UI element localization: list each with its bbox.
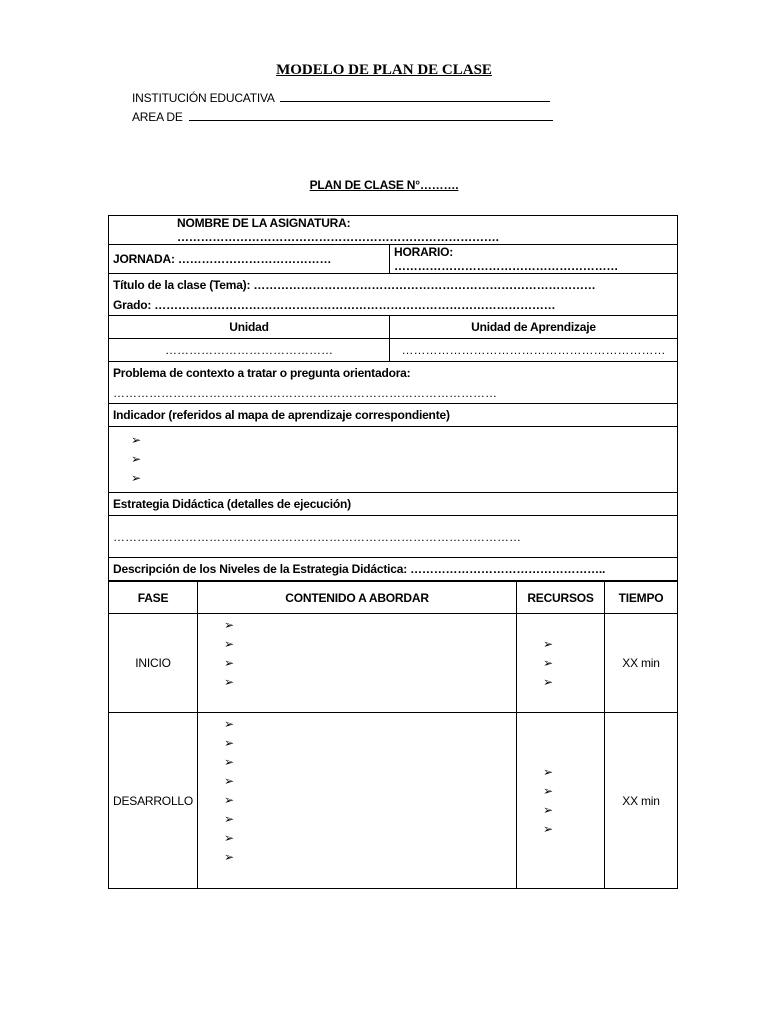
estrategia-value: ………………………………………………………………………………………… [113,529,521,544]
contenido-cell[interactable] [198,614,517,713]
indicador-bullets-cell[interactable] [109,427,678,493]
bullet-arrow-icon: ➢ [224,755,234,769]
bullet-arrow-icon: ➢ [543,783,553,798]
bullet-arrow-icon: ➢ [543,674,553,689]
fase-cell: INICIO [109,614,198,713]
jornada-cell[interactable] [109,245,390,274]
bullet-arrow-icon: ➢ [224,618,234,632]
horario-cell[interactable] [390,245,678,274]
bullet-arrow-icon: ➢ [543,764,553,779]
recursos-cell[interactable] [517,614,605,713]
institucion-blank-line[interactable] [280,90,550,102]
horario-text: HORARIO: ………………………………………………… [394,245,619,273]
bullet-arrow-icon: ➢ [224,812,234,826]
unidad-aprendizaje-header: Unidad de Aprendizaje [390,316,678,339]
bullet-arrow-icon: ➢ [224,831,234,845]
plan-form-table [108,215,678,581]
estrategia-value-cell[interactable] [109,516,678,558]
problema-cell[interactable] [109,362,678,404]
descripcion-cell[interactable] [109,558,678,581]
unidad-header: Unidad [109,316,390,339]
table-row [109,713,678,889]
jornada-text: JORNADA: ………………………………… [113,252,332,266]
fase-cell: DESARROLLO [109,713,198,889]
area-field [132,109,553,124]
titulo-grado-cell[interactable] [109,274,678,316]
unidad-value: …………………………………… [165,343,333,357]
bullet-arrow-icon: ➢ [224,675,234,689]
unidad-aprendizaje-value: ………………………………………………………… [401,343,666,357]
bullet-arrow-icon: ➢ [224,850,234,864]
recursos-cell[interactable] [517,713,605,889]
bullet-arrow-icon: ➢ [224,774,234,788]
asignatura-cell[interactable] [109,216,678,245]
recursos-header: RECURSOS [517,582,605,614]
fase-header: FASE [109,582,198,614]
tiempo-header: TIEMPO [605,582,678,614]
problema-value: …………………………………………………………………………………… [113,385,497,400]
unidad-aprendizaje-value-cell[interactable] [390,339,678,362]
table-row [109,614,678,713]
descripcion-text: Descripción de los Niveles de la Estrategia Didáctica: ………………………………………….. [113,562,606,576]
bullet-arrow-icon: ➢ [224,793,234,807]
estrategia-label: Estrategia Didáctica (detalles de ejecución) [109,493,678,516]
problema-label: Problema de contexto a tratar o pregunta orientadora: [113,365,411,380]
bullet-arrow-icon: ➢ [224,717,234,731]
area-label: AREA DE [132,110,183,124]
tiempo-cell: XX min [605,713,678,889]
titulo-text: Título de la clase (Tema): …………………………………………………………………………… [113,277,596,292]
bullet-arrow-icon: ➢ [543,636,553,651]
bullet-arrow-icon: ➢ [543,821,553,836]
indicador-label: Indicador (referidos al mapa de aprendizaje correspondiente) [109,404,678,427]
bullet-arrow-icon: ➢ [543,802,553,817]
institucion-field [132,90,550,105]
bullet-arrow-icon: ➢ [224,736,234,750]
tiempo-cell: XX min [605,614,678,713]
bullet-arrow-icon: ➢ [131,471,141,485]
asignatura-text: NOMBRE DE LA ASIGNATURA: ………………………………………………………………………. [177,216,499,244]
unidad-value-cell[interactable] [109,339,390,362]
bullet-arrow-icon: ➢ [543,655,553,670]
contenido-cell[interactable] [198,713,517,889]
contenido-header: CONTENIDO A ABORDAR [198,582,517,614]
area-blank-line[interactable] [189,109,553,121]
bullet-arrow-icon: ➢ [131,433,141,447]
bullet-arrow-icon: ➢ [224,637,234,651]
plan-number: PLAN DE CLASE N°………. [309,178,459,192]
bullet-arrow-icon: ➢ [131,452,141,466]
bullet-arrow-icon: ➢ [224,656,234,670]
grado-text: Grado: ………………………………………………………………………………………… [113,297,556,312]
phase-table [108,581,678,889]
institucion-label: INSTITUCIÓN EDUCATIVA [132,91,275,105]
document-title: MODELO DE PLAN DE CLASE [276,62,492,78]
